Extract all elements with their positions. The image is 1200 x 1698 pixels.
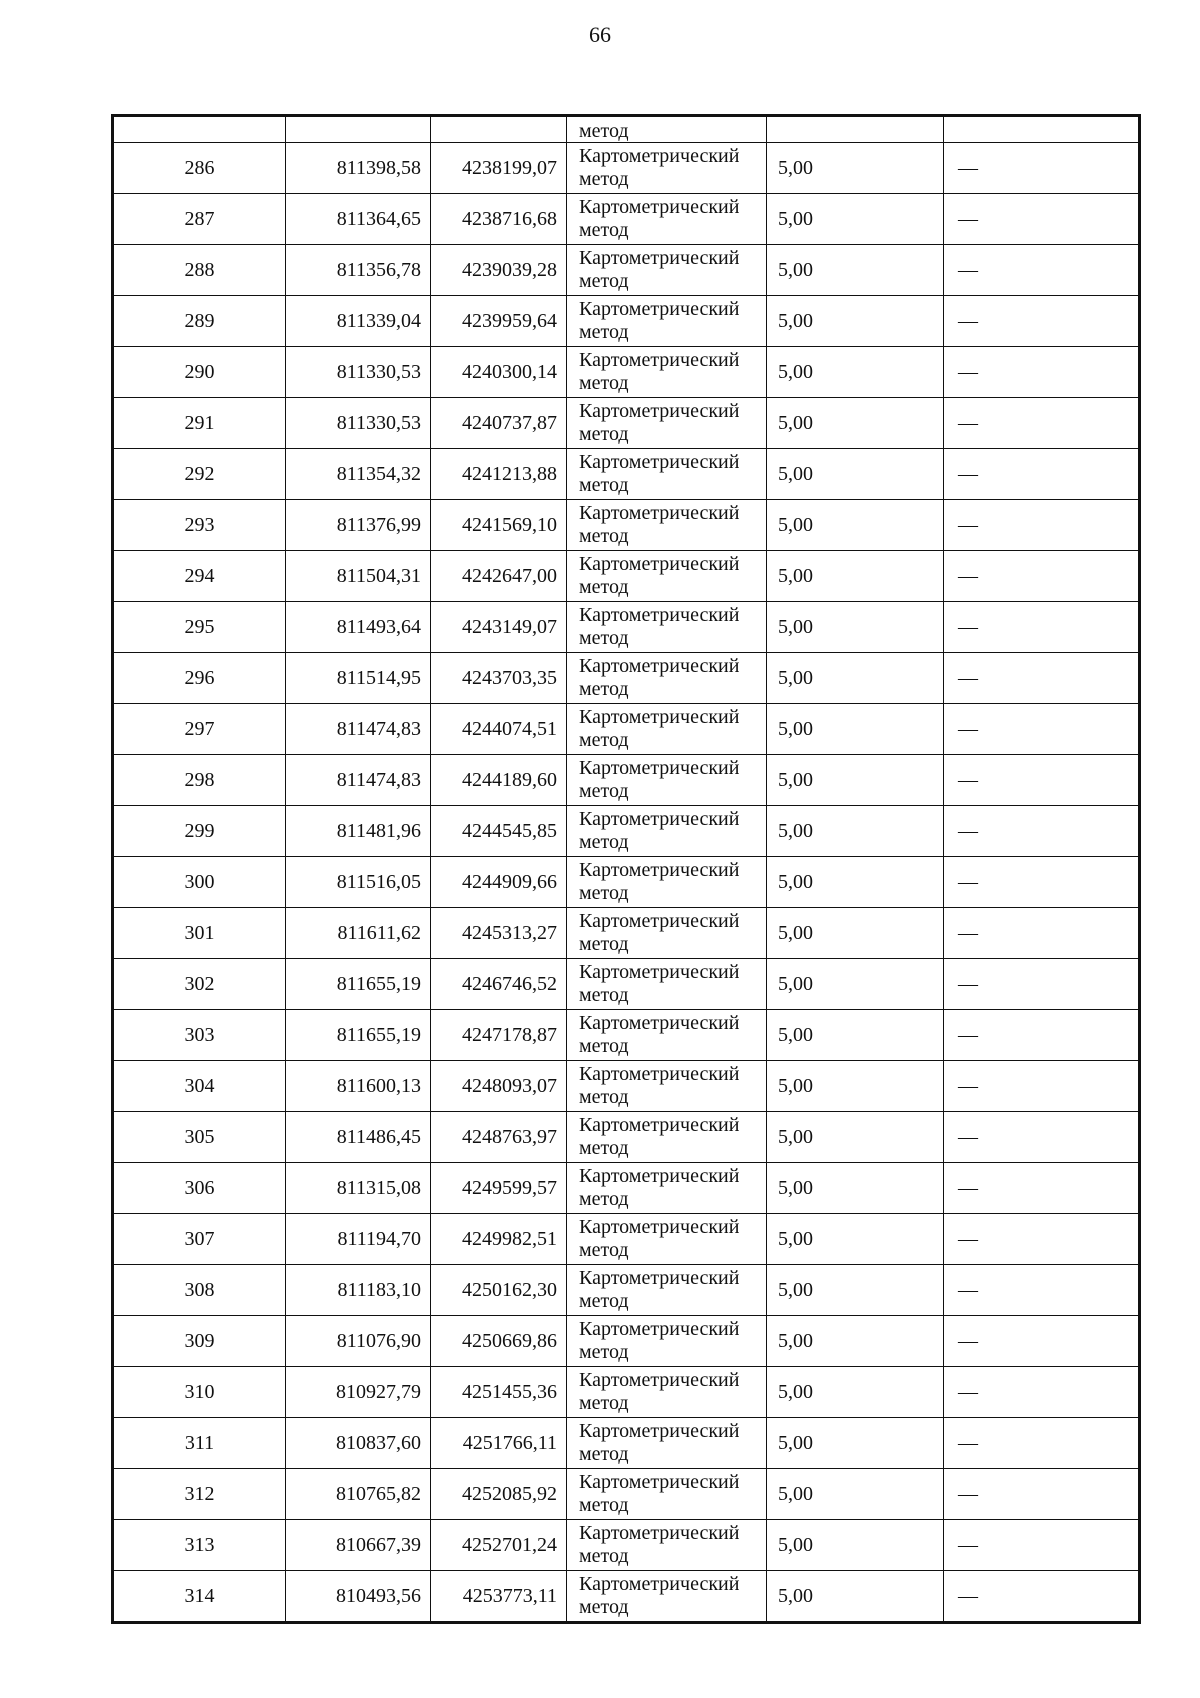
cell-y: 4250669,86 bbox=[431, 1316, 567, 1367]
cell-x: 811655,19 bbox=[286, 1010, 431, 1061]
method-line-1: Картометрический bbox=[579, 1420, 740, 1442]
method-line-1: Картометрический bbox=[579, 247, 740, 269]
cell-method bbox=[567, 1061, 767, 1112]
cell-method bbox=[567, 1571, 767, 1623]
cell-method bbox=[567, 398, 767, 449]
cell-y: 4252701,24 bbox=[431, 1520, 567, 1571]
table-row bbox=[113, 449, 1140, 500]
method-line-2: метод bbox=[579, 168, 629, 190]
method-line-1: Картометрический bbox=[579, 757, 740, 779]
cell-method bbox=[567, 347, 767, 398]
cell-point-number: 308 bbox=[113, 1265, 286, 1316]
cell-point-number: 309 bbox=[113, 1316, 286, 1367]
cell-point-number: 291 bbox=[113, 398, 286, 449]
method-line-2: метод bbox=[579, 1137, 629, 1159]
cell-y: 4239039,28 bbox=[431, 245, 567, 296]
method-line-2: метод bbox=[579, 270, 629, 292]
method-line-1: Картометрический bbox=[579, 655, 740, 677]
cell-y: 4249982,51 bbox=[431, 1214, 567, 1265]
cell-x: 811474,83 bbox=[286, 755, 431, 806]
table-row bbox=[113, 755, 1140, 806]
method-line-2: метод bbox=[579, 1086, 629, 1108]
cell-point-number: 298 bbox=[113, 755, 286, 806]
table-row bbox=[113, 296, 1140, 347]
cell-y: 4248763,97 bbox=[431, 1112, 567, 1163]
cell-error: 5,00 bbox=[767, 755, 944, 806]
cell-note: — bbox=[944, 1571, 1140, 1623]
cell-y: 4253773,11 bbox=[431, 1571, 567, 1623]
cell-note: — bbox=[944, 959, 1140, 1010]
cell-point-number: 296 bbox=[113, 653, 286, 704]
cell-error: 5,00 bbox=[767, 1061, 944, 1112]
cell-y: 4243149,07 bbox=[431, 602, 567, 653]
cell-x: 811330,53 bbox=[286, 398, 431, 449]
table-row bbox=[113, 347, 1140, 398]
cell-x: 811486,45 bbox=[286, 1112, 431, 1163]
cell-method bbox=[567, 1469, 767, 1520]
cell-note: — bbox=[944, 449, 1140, 500]
cell-x: 811315,08 bbox=[286, 1163, 431, 1214]
cell-method bbox=[567, 1316, 767, 1367]
cell-error: 5,00 bbox=[767, 449, 944, 500]
cell-error: 5,00 bbox=[767, 1571, 944, 1623]
method-line-2: метод bbox=[579, 933, 629, 955]
cell-error: 5,00 bbox=[767, 857, 944, 908]
cell-note: — bbox=[944, 602, 1140, 653]
cell-y: 4240300,14 bbox=[431, 347, 567, 398]
method-line-2: метод bbox=[579, 1239, 629, 1261]
cell-note: — bbox=[944, 500, 1140, 551]
cell-note: — bbox=[944, 143, 1140, 194]
cell-error: 5,00 bbox=[767, 551, 944, 602]
table-row bbox=[113, 398, 1140, 449]
cell-y: 4239959,64 bbox=[431, 296, 567, 347]
cell-error: 5,00 bbox=[767, 1418, 944, 1469]
table-row bbox=[113, 1469, 1140, 1520]
cell-method bbox=[567, 143, 767, 194]
method-line-1: Картометрический bbox=[579, 910, 740, 932]
table-row bbox=[113, 1010, 1140, 1061]
cell-note: — bbox=[944, 1367, 1140, 1418]
table-row bbox=[113, 245, 1140, 296]
cell-method bbox=[567, 500, 767, 551]
cell-error: 5,00 bbox=[767, 1112, 944, 1163]
table-row bbox=[113, 1265, 1140, 1316]
cell-method bbox=[567, 1214, 767, 1265]
cell-error: 5,00 bbox=[767, 398, 944, 449]
cell-x: 811655,19 bbox=[286, 959, 431, 1010]
cell-point-number: 292 bbox=[113, 449, 286, 500]
table-row bbox=[113, 1112, 1140, 1163]
cell-note: — bbox=[944, 1265, 1140, 1316]
method-line-1: Картометрический bbox=[579, 349, 740, 371]
cell-error: 5,00 bbox=[767, 347, 944, 398]
cell-x: 810927,79 bbox=[286, 1367, 431, 1418]
table-row bbox=[113, 194, 1140, 245]
method-line-1: Картометрический bbox=[579, 298, 740, 320]
method-line-1: Картометрический bbox=[579, 1114, 740, 1136]
cell-x: 810493,56 bbox=[286, 1571, 431, 1623]
method-line-1: Картометрический bbox=[579, 808, 740, 830]
method-line-1: Картометрический bbox=[579, 400, 740, 422]
cell-x: 810765,82 bbox=[286, 1469, 431, 1520]
table-row bbox=[113, 1061, 1140, 1112]
cell-error: 5,00 bbox=[767, 959, 944, 1010]
method-line-1: Картометрический bbox=[579, 1522, 740, 1544]
table-row bbox=[113, 602, 1140, 653]
cell-error: 5,00 bbox=[767, 1265, 944, 1316]
cell-point-number: 293 bbox=[113, 500, 286, 551]
method-line-2: метод bbox=[579, 1188, 629, 1210]
method-line-2: метод bbox=[579, 372, 629, 394]
cell-error bbox=[767, 116, 944, 143]
cell-y: 4243703,35 bbox=[431, 653, 567, 704]
method-line-1: Картометрический bbox=[579, 1318, 740, 1340]
method-line-2: метод bbox=[579, 1596, 629, 1618]
method-line-2: метод bbox=[579, 423, 629, 445]
cell-y: 4244074,51 bbox=[431, 704, 567, 755]
method-line-1: Картометрический bbox=[579, 604, 740, 626]
cell-note: — bbox=[944, 653, 1140, 704]
cell-point-number: 287 bbox=[113, 194, 286, 245]
cell-note: — bbox=[944, 398, 1140, 449]
method-line-1: Картометрический bbox=[579, 1012, 740, 1034]
method-line-2: метод bbox=[579, 1035, 629, 1057]
cell-point-number: 294 bbox=[113, 551, 286, 602]
cell-method bbox=[567, 908, 767, 959]
cell-note: — bbox=[944, 1520, 1140, 1571]
cell-error: 5,00 bbox=[767, 245, 944, 296]
cell-x: 811481,96 bbox=[286, 806, 431, 857]
cell-point-number: 300 bbox=[113, 857, 286, 908]
table-row bbox=[113, 1367, 1140, 1418]
cell-y: 4242647,00 bbox=[431, 551, 567, 602]
table-row bbox=[113, 806, 1140, 857]
cell-note: — bbox=[944, 1418, 1140, 1469]
cell-error: 5,00 bbox=[767, 908, 944, 959]
method-line-2: метод bbox=[579, 219, 629, 241]
cell-method bbox=[567, 1163, 767, 1214]
cell-method bbox=[567, 1418, 767, 1469]
cell-point-number: 290 bbox=[113, 347, 286, 398]
table-row bbox=[113, 1418, 1140, 1469]
cell-x: 811356,78 bbox=[286, 245, 431, 296]
cell-method bbox=[567, 806, 767, 857]
cell-y: 4247178,87 bbox=[431, 1010, 567, 1061]
cell-x: 811611,62 bbox=[286, 908, 431, 959]
method-line-2: метод bbox=[579, 780, 629, 802]
method-line-1: Картометрический bbox=[579, 502, 740, 524]
cell-note: — bbox=[944, 1214, 1140, 1265]
cell-note: — bbox=[944, 551, 1140, 602]
cell-y: 4241569,10 bbox=[431, 500, 567, 551]
cell-note: — bbox=[944, 908, 1140, 959]
cell-note: — bbox=[944, 1112, 1140, 1163]
method-line-2: метод bbox=[579, 576, 629, 598]
cell-x: 811354,32 bbox=[286, 449, 431, 500]
table-row bbox=[113, 857, 1140, 908]
cell-error: 5,00 bbox=[767, 1010, 944, 1061]
method-line-1: Картометрический bbox=[579, 706, 740, 728]
method-line-2: метод bbox=[579, 1341, 629, 1363]
cell-x bbox=[286, 116, 431, 143]
table-row bbox=[113, 704, 1140, 755]
cell-note: — bbox=[944, 857, 1140, 908]
cell-method bbox=[567, 449, 767, 500]
cell-error: 5,00 bbox=[767, 1163, 944, 1214]
method-line-1: Картометрический bbox=[579, 196, 740, 218]
method-line-2: метод bbox=[579, 1392, 629, 1414]
cell-point-number: 311 bbox=[113, 1418, 286, 1469]
cell-x: 811398,58 bbox=[286, 143, 431, 194]
method-line-2: метод bbox=[579, 474, 629, 496]
method-line-2: метод bbox=[579, 627, 629, 649]
method-line-2: метод bbox=[579, 1443, 629, 1465]
cell-error: 5,00 bbox=[767, 296, 944, 347]
method-line-2: метод bbox=[579, 120, 629, 142]
cell-note: — bbox=[944, 245, 1140, 296]
cell-error: 5,00 bbox=[767, 602, 944, 653]
cell-x: 811364,65 bbox=[286, 194, 431, 245]
coordinates-table-wrapper bbox=[111, 114, 1138, 1624]
cell-method bbox=[567, 959, 767, 1010]
cell-method bbox=[567, 116, 767, 143]
cell-point-number bbox=[113, 116, 286, 143]
method-line-1: Картометрический bbox=[579, 859, 740, 881]
cell-y: 4240737,87 bbox=[431, 398, 567, 449]
cell-x: 811330,53 bbox=[286, 347, 431, 398]
method-line-1: Картометрический bbox=[579, 1165, 740, 1187]
cell-method bbox=[567, 551, 767, 602]
cell-note: — bbox=[944, 806, 1140, 857]
cell-method bbox=[567, 602, 767, 653]
cell-error: 5,00 bbox=[767, 500, 944, 551]
cell-method bbox=[567, 194, 767, 245]
method-line-1: Картометрический bbox=[579, 1471, 740, 1493]
cell-x: 811504,31 bbox=[286, 551, 431, 602]
cell-y: 4241213,88 bbox=[431, 449, 567, 500]
method-line-1: Картометрический bbox=[579, 1267, 740, 1289]
cell-x: 810667,39 bbox=[286, 1520, 431, 1571]
cell-point-number: 312 bbox=[113, 1469, 286, 1520]
table-row bbox=[113, 1316, 1140, 1367]
cell-point-number: 299 bbox=[113, 806, 286, 857]
method-line-2: метод bbox=[579, 729, 629, 751]
cell-note: — bbox=[944, 1061, 1140, 1112]
cell-method bbox=[567, 1367, 767, 1418]
table-row bbox=[113, 1214, 1140, 1265]
cell-y: 4251766,11 bbox=[431, 1418, 567, 1469]
cell-y: 4248093,07 bbox=[431, 1061, 567, 1112]
cell-point-number: 314 bbox=[113, 1571, 286, 1623]
cell-y: 4244545,85 bbox=[431, 806, 567, 857]
method-line-2: метод bbox=[579, 1290, 629, 1312]
cell-note: — bbox=[944, 704, 1140, 755]
cell-method bbox=[567, 1265, 767, 1316]
cell-point-number: 288 bbox=[113, 245, 286, 296]
cell-method bbox=[567, 1520, 767, 1571]
table-row bbox=[113, 500, 1140, 551]
cell-point-number: 306 bbox=[113, 1163, 286, 1214]
cell-x: 811194,70 bbox=[286, 1214, 431, 1265]
cell-note: — bbox=[944, 1163, 1140, 1214]
cell-method bbox=[567, 857, 767, 908]
cell-point-number: 295 bbox=[113, 602, 286, 653]
cell-note: — bbox=[944, 1010, 1140, 1061]
table-row bbox=[113, 1163, 1140, 1214]
table-row bbox=[113, 959, 1140, 1010]
cell-point-number: 304 bbox=[113, 1061, 286, 1112]
cell-point-number: 307 bbox=[113, 1214, 286, 1265]
cell-point-number: 297 bbox=[113, 704, 286, 755]
cell-error: 5,00 bbox=[767, 806, 944, 857]
method-line-1: Картометрический bbox=[579, 145, 740, 167]
cell-x: 810837,60 bbox=[286, 1418, 431, 1469]
method-line-2: метод bbox=[579, 882, 629, 904]
method-line-2: метод bbox=[579, 678, 629, 700]
cell-x: 811493,64 bbox=[286, 602, 431, 653]
method-line-2: метод bbox=[579, 984, 629, 1006]
cell-method bbox=[567, 1010, 767, 1061]
cell-error: 5,00 bbox=[767, 1469, 944, 1520]
cell-y bbox=[431, 116, 567, 143]
cell-y: 4245313,27 bbox=[431, 908, 567, 959]
method-line-1: Картометрический bbox=[579, 1369, 740, 1391]
method-line-1: Картометрический bbox=[579, 1216, 740, 1238]
cell-error: 5,00 bbox=[767, 704, 944, 755]
cell-method bbox=[567, 755, 767, 806]
table-row bbox=[113, 1571, 1140, 1623]
table-row bbox=[113, 551, 1140, 602]
method-line-1: Картометрический bbox=[579, 451, 740, 473]
cell-y: 4251455,36 bbox=[431, 1367, 567, 1418]
cell-point-number: 301 bbox=[113, 908, 286, 959]
method-line-1: Картометрический bbox=[579, 1063, 740, 1085]
cell-point-number: 302 bbox=[113, 959, 286, 1010]
table-row bbox=[113, 143, 1140, 194]
cell-note: — bbox=[944, 755, 1140, 806]
method-line-2: метод bbox=[579, 525, 629, 547]
cell-note: — bbox=[944, 296, 1140, 347]
cell-y: 4244189,60 bbox=[431, 755, 567, 806]
cell-x: 811474,83 bbox=[286, 704, 431, 755]
method-line-2: метод bbox=[579, 1494, 629, 1516]
cell-method bbox=[567, 296, 767, 347]
cell-error: 5,00 bbox=[767, 1316, 944, 1367]
cell-method bbox=[567, 1112, 767, 1163]
cell-note: — bbox=[944, 347, 1140, 398]
table-row bbox=[113, 653, 1140, 704]
cell-y: 4238199,07 bbox=[431, 143, 567, 194]
cell-error: 5,00 bbox=[767, 1367, 944, 1418]
cell-note: — bbox=[944, 1316, 1140, 1367]
coordinates-table bbox=[111, 114, 1141, 1624]
method-line-1: Картометрический bbox=[579, 553, 740, 575]
cell-point-number: 310 bbox=[113, 1367, 286, 1418]
cell-y: 4246746,52 bbox=[431, 959, 567, 1010]
cell-note bbox=[944, 116, 1140, 143]
cell-x: 811376,99 bbox=[286, 500, 431, 551]
cell-y: 4249599,57 bbox=[431, 1163, 567, 1214]
cell-method bbox=[567, 653, 767, 704]
cell-x: 811183,10 bbox=[286, 1265, 431, 1316]
cell-x: 811339,04 bbox=[286, 296, 431, 347]
table-body bbox=[113, 116, 1140, 1623]
table-row bbox=[113, 1520, 1140, 1571]
cell-point-number: 289 bbox=[113, 296, 286, 347]
cell-point-number: 313 bbox=[113, 1520, 286, 1571]
method-line-2: метод bbox=[579, 321, 629, 343]
cell-x: 811516,05 bbox=[286, 857, 431, 908]
cell-y: 4250162,30 bbox=[431, 1265, 567, 1316]
cell-error: 5,00 bbox=[767, 194, 944, 245]
cell-point-number: 286 bbox=[113, 143, 286, 194]
cell-error: 5,00 bbox=[767, 653, 944, 704]
cell-y: 4244909,66 bbox=[431, 857, 567, 908]
cell-method bbox=[567, 704, 767, 755]
cell-error: 5,00 bbox=[767, 1520, 944, 1571]
cell-x: 811514,95 bbox=[286, 653, 431, 704]
cell-error: 5,00 bbox=[767, 1214, 944, 1265]
method-line-2: метод bbox=[579, 1545, 629, 1567]
cell-x: 811076,90 bbox=[286, 1316, 431, 1367]
cell-note: — bbox=[944, 1469, 1140, 1520]
cell-note: — bbox=[944, 194, 1140, 245]
continuation-row bbox=[113, 116, 1140, 143]
cell-method bbox=[567, 245, 767, 296]
cell-y: 4238716,68 bbox=[431, 194, 567, 245]
cell-point-number: 303 bbox=[113, 1010, 286, 1061]
table-row bbox=[113, 908, 1140, 959]
page-number: 66 bbox=[589, 22, 611, 47]
cell-y: 4252085,92 bbox=[431, 1469, 567, 1520]
method-line-1: Картометрический bbox=[579, 961, 740, 983]
cell-point-number: 305 bbox=[113, 1112, 286, 1163]
cell-error: 5,00 bbox=[767, 143, 944, 194]
method-line-1: Картометрический bbox=[579, 1573, 740, 1595]
cell-x: 811600,13 bbox=[286, 1061, 431, 1112]
method-line-2: метод bbox=[579, 831, 629, 853]
